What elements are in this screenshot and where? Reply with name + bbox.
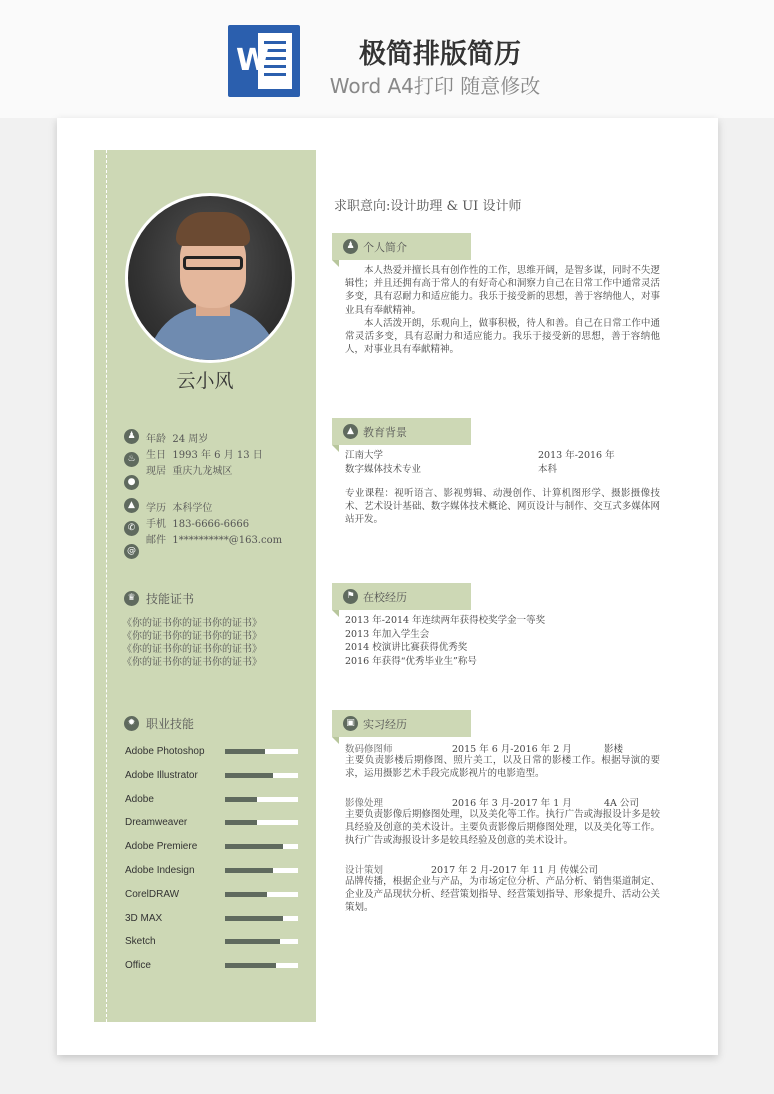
word-logo-icon	[228, 25, 300, 97]
skill-name: Dreamweaver	[125, 817, 188, 829]
skill-level-bar	[225, 797, 298, 802]
intro-paragraph-1: 本人热爱并擅长具有创作性的工作，思维开阔，是智多谋，同时不失逻辑性；并且还拥有高于常人的有好奇心和洞察力自己在日常工作中通常灵活多变，具有忍耐力和适应能力。我乐于接受新的思想，善于容纳他人，对事业具有奉献精神。	[345, 265, 660, 316]
trophy-icon: ♛	[124, 591, 139, 606]
skill-level-fill	[225, 916, 283, 921]
graduation-cap-icon: ▲	[343, 424, 358, 439]
banner	[0, 0, 774, 118]
skill-level-fill	[225, 820, 257, 825]
certificate-item: 《你的证书你的证书你的证书》	[122, 631, 262, 642]
skill-level-bar	[225, 939, 298, 944]
school-name: 江南大学	[345, 450, 384, 461]
campus-item: 2014 校演讲比赛获得优秀奖	[345, 642, 468, 653]
skill-level-fill	[225, 797, 257, 802]
skill-level-fill	[225, 892, 267, 897]
birth-label: 生日	[146, 450, 166, 461]
skill-level-bar	[225, 916, 298, 921]
certificate-item: 《你的证书你的证书你的证书》	[122, 657, 262, 668]
monitor-icon: ▣	[343, 716, 358, 731]
graduation-cap-icon: ▲	[124, 498, 139, 513]
job-role: 影像处理	[345, 798, 384, 809]
info-phone	[146, 515, 249, 530]
skill-name: Adobe Photoshop	[125, 746, 205, 757]
skill-level-bar	[225, 773, 298, 778]
section-tag-education	[332, 418, 471, 445]
skill-name: Adobe Indesign	[125, 865, 195, 876]
residence-label: 现居	[146, 466, 166, 477]
certificates-title: 技能证书	[146, 592, 195, 606]
residence-value: 重庆九龙城区	[172, 466, 233, 477]
skill-level-fill	[225, 963, 276, 968]
major: 数字媒体技术专业	[345, 464, 422, 475]
skill-level-fill	[225, 773, 273, 778]
job-company: 影楼	[604, 744, 624, 755]
email-value: 1**********@163.com	[172, 535, 283, 546]
skill-level-fill	[225, 939, 280, 944]
job-description: 主要负责影楼后期修图、照片美工，以及日常的影楼工作。根据导演的要求，运用摄影艺术手段完成影视片的电影造型。	[345, 755, 660, 780]
skill-level-bar	[225, 963, 298, 968]
skill-name: CorelDRAW	[125, 888, 180, 900]
skill-level-bar	[225, 868, 298, 873]
person-name: 云小风	[176, 370, 234, 392]
email-label: 邮件	[146, 535, 166, 546]
skill-level-bar	[225, 749, 298, 754]
sidebar-dashed-line	[106, 150, 107, 1022]
skill-level-fill	[225, 749, 265, 754]
skill-level-bar	[225, 820, 298, 825]
info-email	[146, 531, 282, 546]
info-birth	[146, 446, 263, 461]
campus-item: 2013 年-2014 年连续两年获得校奖学金一等奖	[345, 615, 546, 626]
phone-label: 手机	[146, 519, 166, 530]
info-age	[146, 430, 208, 445]
location-pin-icon: ●	[124, 475, 139, 490]
intro-title: 个人简介	[363, 241, 407, 254]
skill-level-bar	[225, 892, 298, 897]
section-tag-campus	[332, 583, 471, 610]
info-residence	[146, 462, 232, 477]
courses: 专业课程：视听语言、影视剪辑、动漫创作、计算机图形学、摄影摄像技术、艺术设计基础、数字媒体技术概论、网页设计与制作、交互式多媒体网站开发。	[345, 488, 660, 526]
age-label: 年龄	[146, 434, 166, 445]
info-education	[146, 499, 212, 514]
intro-paragraph-2: 本人活泼开朗，乐观向上，做事积极，待人和善。自己在日常工作中通常灵活多变，具有忍耐力和适应能力。我乐于接受新的思想，善于容纳他人，对事业具有奉献精神。	[345, 318, 660, 356]
phone-value: 183-6666-6666	[172, 519, 250, 530]
at-sign-icon: @	[124, 544, 139, 559]
certificate-item: 《你的证书你的证书你的证书》	[122, 618, 262, 629]
skill-name: 3D MAX	[125, 912, 163, 924]
avatar	[125, 193, 295, 363]
skill-name: Adobe Premiere	[125, 841, 198, 853]
skill-level-fill	[225, 868, 273, 873]
skill-name: Sketch	[125, 936, 156, 948]
banner-title: 极简排版简历	[359, 39, 521, 70]
cake-icon: ♨	[124, 452, 139, 467]
phone-icon: ✆	[124, 521, 139, 536]
logo-letter: W	[236, 43, 270, 78]
degree: 本科	[538, 464, 558, 475]
skill-level-bar	[225, 844, 298, 849]
birth-value: 1993 年 6 月 13 日	[172, 450, 263, 461]
person-icon: ♟	[124, 429, 139, 444]
age-value: 24 周岁	[172, 434, 209, 445]
job-role: 设计策划	[345, 865, 384, 876]
job-description: 品牌传播，根据企业与产品，为市场定位分析、产品分析、销售渠道制定、企业及产品现状分析、经营策划指导、经营策划指导、形象提升、活动公关策划。	[345, 876, 660, 914]
campus-item: 2016 年获得“优秀毕业生”称号	[345, 656, 477, 667]
education-label: 学历	[146, 503, 166, 514]
person-icon: ♟	[343, 239, 358, 254]
skill-name: Adobe	[125, 793, 154, 805]
job-company: 传媒公司	[560, 865, 599, 876]
job-description: 主要负责影像后期修图处理，以及美化等工作。执行广告或海报设计多是较具经验及创意的美术设计。主要负责影像后期修图处理，以及美化等工作。执行广告或海报设计多是较具经验及创意的美术设计。	[345, 809, 660, 847]
certificate-item: 《你的证书你的证书你的证书》	[122, 644, 262, 655]
job-objective: 求职意向:设计助理 & UI 设计师	[334, 199, 522, 214]
job-period: 2015 年 6 月-2016 年 2 月	[452, 744, 572, 755]
job-company: 4A 公司	[604, 798, 639, 809]
education-value: 本科学位	[172, 503, 213, 514]
campus-title: 在校经历	[363, 591, 407, 604]
banner-subtitle: Word A4打印 随意修改	[329, 74, 541, 98]
school-period: 2013 年-2016 年	[538, 450, 615, 461]
job-period: 2016 年 3 月-2017 年 1 月	[452, 798, 572, 809]
skills-title: 职业技能	[146, 717, 195, 731]
internship-title: 实习经历	[363, 718, 407, 731]
section-tag-intro	[332, 233, 471, 260]
campus-item: 2013 年加入学生会	[345, 629, 430, 640]
flag-icon: ⚑	[343, 589, 358, 604]
section-tag-internship	[332, 710, 471, 737]
education-title: 教育背景	[363, 426, 407, 439]
skill-name: Office	[125, 960, 151, 972]
gear-icon: ✹	[124, 716, 139, 731]
job-period: 2017 年 2 月-2017 年 11 月	[431, 865, 557, 876]
job-role: 数码修图师	[345, 744, 393, 755]
skill-name: Adobe Illustrator	[125, 769, 198, 781]
skill-level-fill	[225, 844, 283, 849]
